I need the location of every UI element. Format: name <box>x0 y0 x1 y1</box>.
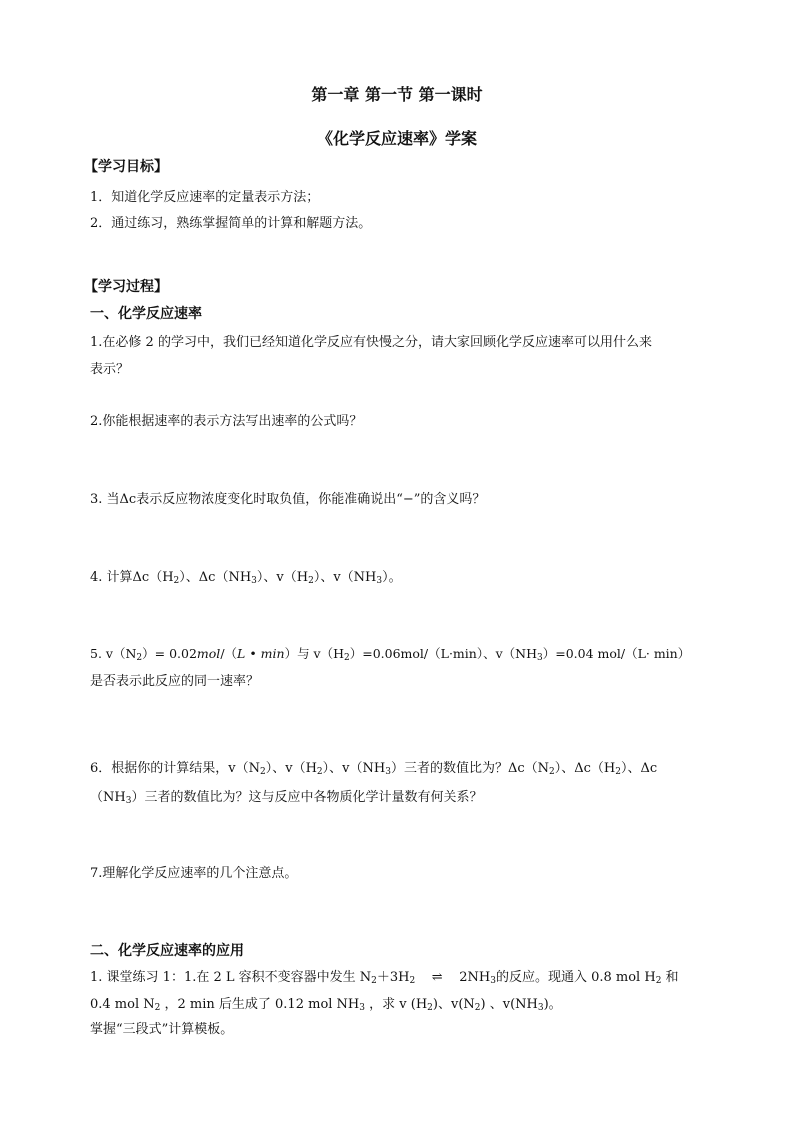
exercise-line1: 1. 课堂练习 1：1.在 2 L 容积不变容器中发生 $N_2+3H_2$ ⇌ $2NH_3$的反应。现通入 0.8 mol $H_2$ 和 <box>90 970 679 986</box>
question-6-line1: 6．根据你的计算结果，$v(N_2)$、$v(H_2)$、$v(NH_3)$三者的数值比为？$\Delta c(N_2)$、$\Delta c(H_2)$、Δc <box>90 761 658 777</box>
question-6-line2: $(NH_3)$三者的数值比为？这与反应中各物质化学计量数有何关系？ <box>90 790 483 806</box>
goal-item-1: 1．知道化学反应速率的定量表示方法； <box>90 190 320 205</box>
equilibrium-arrow-icon: ⇌ <box>431 970 443 985</box>
question-5-line2: 是否表示此反应的同一速率？ <box>90 674 260 689</box>
process-heading: 【学习过程】 <box>84 279 168 295</box>
question-7: 7.理解化学反应速率的几个注意点。 <box>90 866 298 881</box>
exercise-line3: 掌握“三段式”计算模板。 <box>90 1022 234 1037</box>
page-subtitle: 《化学反应速率》学案 <box>316 129 477 148</box>
exercise-line2: 0.4 mol $N_2$ ，2 min 后生成了 0.12 mol $NH_3$ ，求 v $(H_2)$、$v(N_2)$ 、$v(NH_3)$。 <box>90 997 562 1013</box>
page-title: 第一章 第一节 第一课时 <box>311 85 483 104</box>
question-1-line2: 表示？ <box>90 362 130 377</box>
goal-item-2: 2．通过练习，熟练掌握简单的计算和解题方法。 <box>90 216 372 231</box>
question-1-line1: 1.在必修 2 的学习中，我们已经知道化学反应有快慢之分，请大家回顾化学反应速率可以用什么来 <box>90 335 652 350</box>
question-5-line1: 5. $v(N_2)= 0.02mol/(L$ • min）与 $v(H_2)=0.06mol/(L\cdot\min)$、$v(NH_3)=0.04$ mol/（L· min） <box>90 646 691 663</box>
goals-heading: 【学习目标】 <box>84 159 168 175</box>
question-3: 3. 当Δc表示反应物浓度变化时取负值，你能准确说出“−”的含义吗？ <box>90 492 486 507</box>
section2-heading: 二、化学反应速率的应用 <box>90 943 244 959</box>
question-2: 2.你能根据速率的表示方法写出速率的公式吗？ <box>90 414 363 429</box>
question-4: 4. 计算$\Delta c(H_2)$、$\Delta c(NH_3)$、$v(H_2)$、$v(NH_3)$。 <box>90 570 402 586</box>
section1-heading: 一、化学反应速率 <box>90 306 202 322</box>
